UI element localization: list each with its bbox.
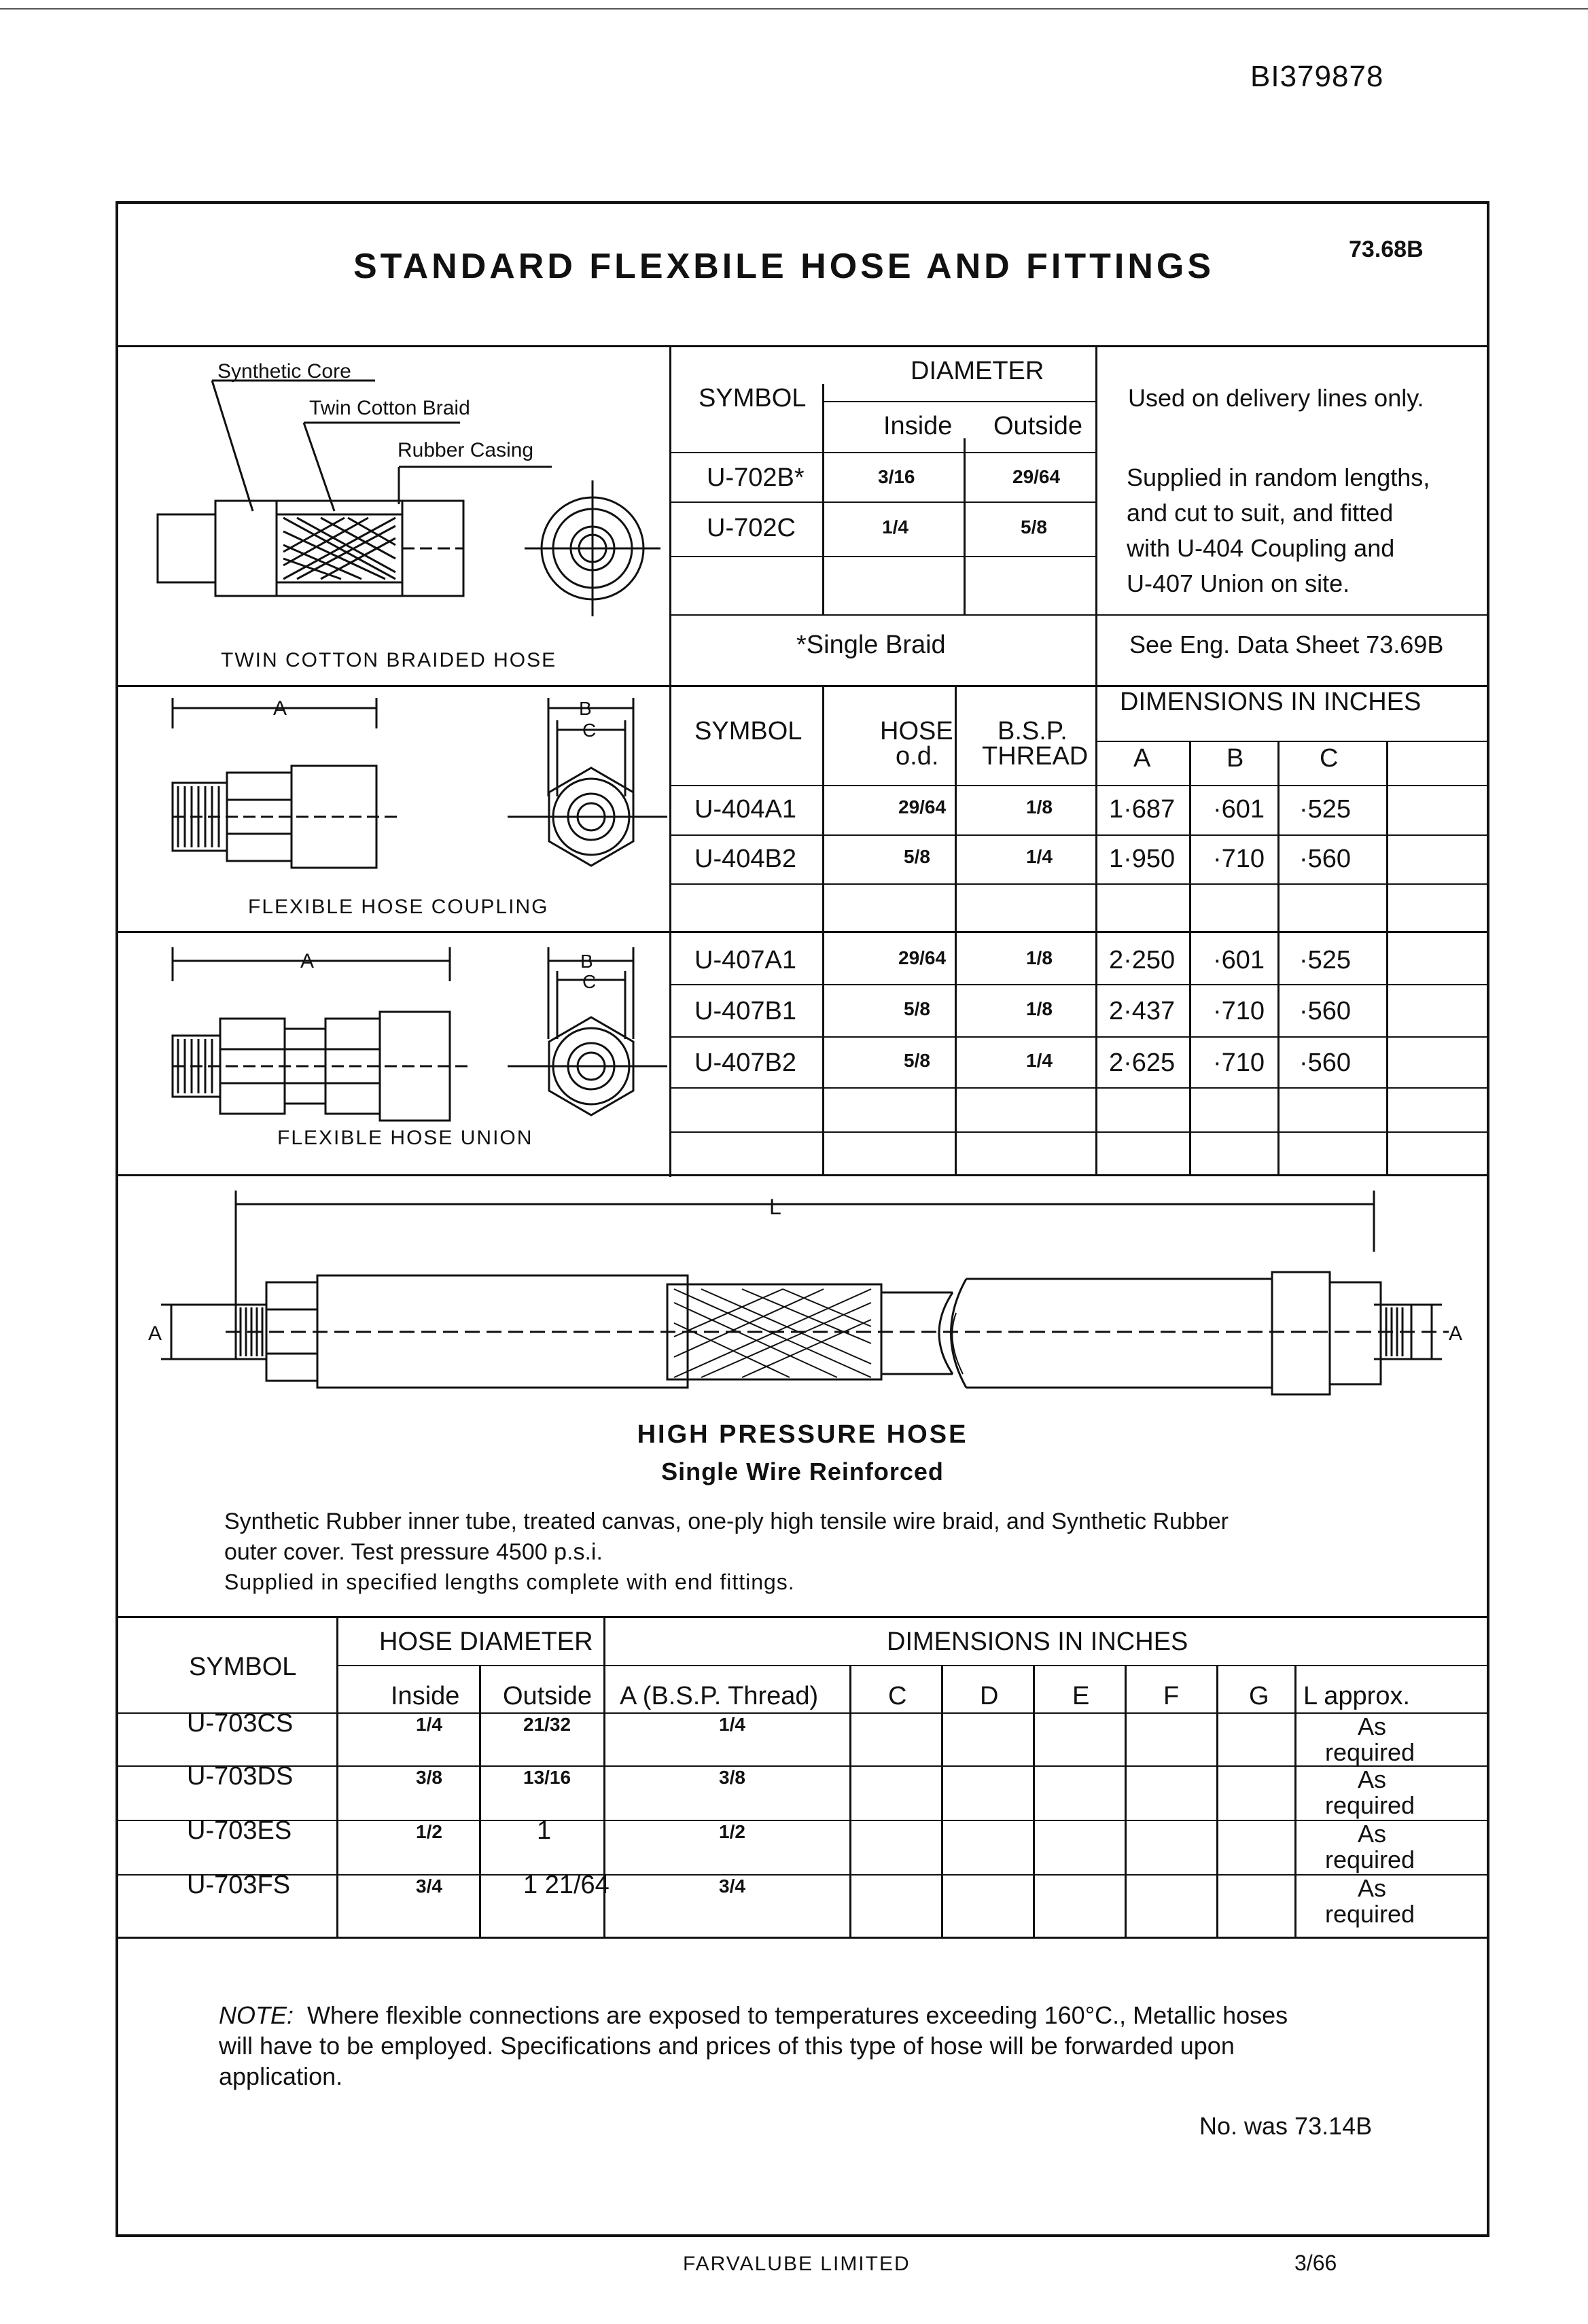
col-dimensions: DIMENSIONS IN INCHES	[1120, 688, 1422, 716]
hp-hose-title: HIGH PRESSURE HOSE	[637, 1420, 968, 1449]
col-inside: Inside	[391, 1682, 460, 1710]
row-outside: 1 21/64	[523, 1871, 610, 1899]
col-thread: THREAD	[982, 742, 1089, 771]
note-label: NOTE:	[219, 2001, 294, 2029]
col-d: D	[980, 1682, 999, 1710]
svg-text:C: C	[582, 971, 597, 992]
note-text: Where flexible connections are exposed to temperatures exceeding 160°C., Metallic hoses	[307, 2001, 1288, 2029]
svg-text:A: A	[300, 950, 315, 972]
col-hose-diameter: HOSE DIAMETER	[379, 1627, 593, 1656]
row-l: required	[1325, 1900, 1415, 1928]
row-c: ·560	[1299, 997, 1352, 1025]
braided-hose-caption: TWIN COTTON BRAIDED HOSE	[221, 649, 557, 671]
col-a: A	[1133, 744, 1151, 773]
row-c: ·560	[1299, 1049, 1352, 1077]
supply-note: Supplied in random lengths,	[1127, 463, 1430, 491]
col-symbol: SYMBOL	[694, 717, 802, 745]
row-outside: 29/64	[1012, 466, 1061, 487]
row-symbol: U-702B*	[707, 463, 805, 492]
svg-text:A: A	[1449, 1322, 1463, 1345]
svg-text:L: L	[769, 1195, 781, 1219]
row-bsp: 1/4	[1026, 846, 1053, 867]
svg-text:B: B	[580, 951, 593, 972]
scan-edge-line	[0, 8, 1588, 10]
row-symbol: U-407A1	[694, 946, 796, 974]
col-b: B	[1227, 744, 1244, 773]
left-panel-divider	[669, 347, 671, 1177]
row-c: ·525	[1299, 795, 1352, 824]
row-c: ·525	[1299, 946, 1352, 974]
high-pressure-hose-drawing	[117, 1177, 1485, 1462]
row-bsp: 1/8	[1026, 947, 1053, 968]
section-divider-3	[117, 1174, 1488, 1176]
svg-text:C: C	[582, 720, 597, 741]
section-divider-2	[117, 931, 1488, 933]
row-symbol: U-703ES	[187, 1816, 292, 1845]
col-hose-od: o.d.	[896, 742, 939, 771]
col-symbol: SYMBOL	[699, 384, 807, 412]
row-hose: 5/8	[904, 1050, 930, 1071]
section-divider-4	[117, 1616, 1488, 1618]
col-bsp: B.S.P.	[998, 717, 1068, 745]
row-c: ·560	[1299, 845, 1352, 873]
row-inside: 1/2	[416, 1821, 442, 1842]
coupling-caption: FLEXIBLE HOSE COUPLING	[248, 896, 549, 918]
row-a: 2·437	[1109, 997, 1176, 1025]
row-symbol: U-407B2	[694, 1049, 796, 1077]
col-e: E	[1072, 1682, 1090, 1710]
col-c: C	[1320, 744, 1339, 773]
row-inside: 3/8	[416, 1767, 442, 1788]
section-divider-1	[117, 685, 1488, 687]
row-a: 1/2	[719, 1821, 745, 1842]
previous-number: No. was 73.14B	[1199, 2112, 1373, 2140]
col-outside: Outside	[503, 1682, 592, 1710]
row-l: required	[1325, 1738, 1415, 1766]
row-a: 1/4	[719, 1714, 745, 1735]
hp-hose-supply-note: Supplied in specified lengths complete with end fittings.	[224, 1570, 795, 1594]
title-divider	[117, 345, 1488, 347]
row-symbol: U-702C	[707, 514, 796, 542]
col-g: G	[1249, 1682, 1269, 1710]
row-outside: 13/16	[523, 1767, 571, 1788]
supply-note: with U-404 Coupling and	[1127, 534, 1395, 562]
row-inside: 1/4	[882, 516, 908, 538]
col-outside: Outside	[993, 412, 1082, 440]
svg-text:B: B	[579, 698, 592, 719]
row-symbol: U-404A1	[694, 795, 796, 824]
row-inside: 3/4	[416, 1876, 442, 1897]
col-f: F	[1163, 1682, 1180, 1710]
col-a-thread: A (B.S.P. Thread)	[620, 1682, 819, 1710]
row-symbol: U-703FS	[187, 1871, 291, 1899]
supply-note: and cut to suit, and fitted	[1127, 499, 1394, 527]
label-rubber-casing: Rubber Casing	[398, 439, 534, 461]
row-outside: 21/32	[523, 1714, 571, 1735]
col-diameter: DIAMETER	[911, 357, 1044, 385]
footer-company: FARVALUBE LIMITED	[683, 2253, 911, 2275]
row-a: 3/4	[719, 1876, 745, 1897]
single-braid-footnote: *Single Braid	[796, 631, 946, 659]
row-a: 1·950	[1109, 845, 1176, 873]
union-caption: FLEXIBLE HOSE UNION	[277, 1127, 533, 1149]
footer-date: 3/66	[1294, 2251, 1337, 2275]
row-bsp: 1/8	[1026, 796, 1053, 817]
row-symbol: U-703CS	[187, 1709, 294, 1738]
row-outside: 1	[537, 1816, 552, 1845]
svg-text:A: A	[148, 1322, 162, 1345]
hp-hose-subtitle: Single Wire Reinforced	[661, 1458, 944, 1485]
svg-text:A: A	[273, 697, 287, 720]
row-a: 2·250	[1109, 946, 1176, 974]
note-text: application.	[219, 2062, 343, 2090]
row-hose: 5/8	[904, 998, 930, 1019]
row-l: As	[1358, 1820, 1387, 1848]
row-b: ·710	[1213, 845, 1265, 873]
row-b: ·601	[1213, 795, 1265, 824]
col-symbol: SYMBOL	[189, 1653, 297, 1681]
row-bsp: 1/4	[1026, 1050, 1053, 1071]
coupling-drawing	[117, 688, 667, 930]
col-hose: HOSE	[880, 717, 953, 745]
row-l: As	[1358, 1874, 1387, 1902]
col-l-approx: L approx.	[1303, 1682, 1411, 1710]
row-l: As	[1358, 1765, 1387, 1793]
note-text: will have to be employed. Specifications and prices of this type of hose will be forwarded upon	[219, 2032, 1235, 2060]
row-hose: 29/64	[898, 796, 947, 817]
row-hose: 5/8	[904, 846, 930, 867]
page-title: STANDARD FLEXBILE HOSE AND FITTINGS	[353, 247, 1214, 286]
document-id: BI379878	[1250, 60, 1384, 93]
supply-note: U-407 Union on site.	[1127, 569, 1350, 597]
row-b: ·601	[1213, 946, 1265, 974]
row-a: 2·625	[1109, 1049, 1176, 1077]
row-outside: 5/8	[1021, 516, 1047, 538]
col-c: C	[888, 1682, 907, 1710]
row-symbol: U-404B2	[694, 845, 796, 873]
row-a: 3/8	[719, 1767, 745, 1788]
eng-data-sheet-ref: See Eng. Data Sheet 73.69B	[1129, 631, 1444, 658]
usage-note: Used on delivery lines only.	[1128, 384, 1424, 412]
label-twin-cotton-braid: Twin Cotton Braid	[309, 397, 470, 419]
row-b: ·710	[1213, 1049, 1265, 1077]
row-l: required	[1325, 1846, 1415, 1873]
section-divider-5	[117, 1937, 1488, 1939]
row-inside: 3/16	[878, 466, 915, 487]
hp-hose-description: outer cover. Test pressure 4500 p.s.i.	[224, 1539, 603, 1565]
row-l: As	[1358, 1712, 1387, 1740]
col-inside: Inside	[883, 412, 953, 440]
row-hose: 29/64	[898, 947, 947, 968]
row-inside: 1/4	[416, 1714, 442, 1735]
row-l: required	[1325, 1791, 1415, 1819]
row-symbol: U-703DS	[187, 1762, 294, 1791]
row-a: 1·687	[1109, 795, 1176, 824]
row-symbol: U-407B1	[694, 997, 796, 1025]
col-dimensions: DIMENSIONS IN INCHES	[887, 1627, 1188, 1656]
hp-hose-description: Synthetic Rubber inner tube, treated canvas, one-ply high tensile wire braid, and Synthetic Rubber	[224, 1509, 1229, 1534]
row-b: ·710	[1213, 997, 1265, 1025]
row-bsp: 1/8	[1026, 998, 1053, 1019]
label-synthetic-core: Synthetic Core	[217, 360, 351, 383]
sheet-number: 73.68B	[1349, 236, 1424, 262]
